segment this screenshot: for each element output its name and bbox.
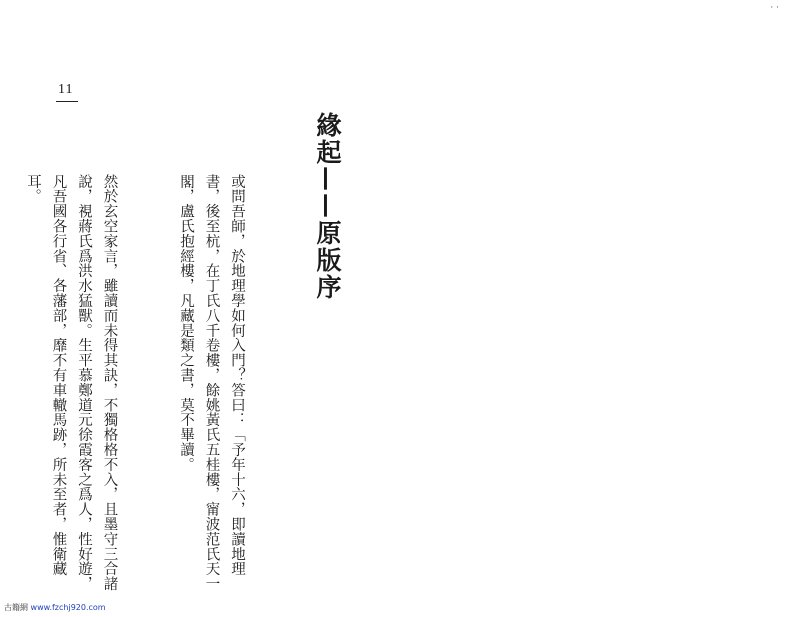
page-number-rule [56,101,78,102]
chapter-title: 緣起——原版序 [313,112,342,301]
page-number: 11 [58,82,74,97]
footer-site-name: 古籍網 [4,603,28,612]
footer-watermark [4,602,106,613]
corner-mark: · · [770,3,779,13]
paragraph-1: 或問吾師，於地理學如何入門？答曰：「予年十六，即讀地理書，後至杭，在丁氏八千卷樓，餘姚黃氏五桂樓，甯波范氏天一閣，盧氏抱經樓，凡藏是類之書，莫不畢讀。 [178,174,245,592]
body-text [25,160,300,600]
paragraph-2: 然於玄空家言，雖讀而未得其訣，不獨格格不入，且墨守三合諸說，視蔣氏爲洪水猛獸。生平慕鄭道元徐霞客之爲人，性好遊，凡吾國各行省、各藩部，靡不有車轍馬跡，所未至者，惟衛藏耳。 [25,174,118,592]
footer-url-link[interactable]: www.fzchj920.com [30,603,106,612]
